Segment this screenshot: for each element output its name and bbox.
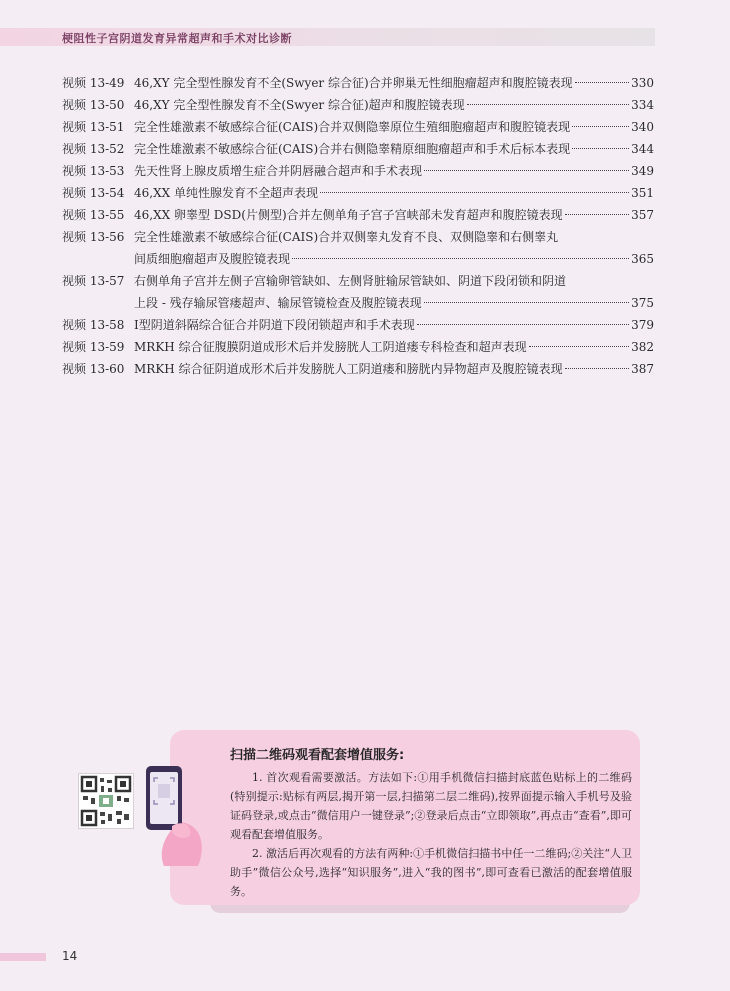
- entry-line: [134, 72, 654, 94]
- promo-paragraph-2: 2. 激活后再次观看的方法有两种:①手机微信扫描书中任一二维码;②关注“人卫助手”微信公众号,选择“知识服务”,进入“我的图书”,即可查看已激活的配套增值服务。: [230, 847, 632, 898]
- entry-line: [134, 358, 654, 380]
- page-ref: 340: [631, 120, 654, 134]
- page-ref: 375: [631, 296, 654, 310]
- entry-body: [134, 116, 654, 138]
- toc-entry[interactable]: [62, 116, 654, 138]
- dot-leader: [575, 82, 629, 83]
- video-number: 视频 13-59: [62, 340, 125, 354]
- page-ref: 344: [631, 142, 654, 156]
- entry-line: [134, 160, 654, 182]
- video-number: 视频 13-55: [62, 208, 125, 222]
- video-title: MRKH 综合征腹膜阴道成形术后并发膀胱人工阴道瘘专科检查和超声表现: [134, 340, 527, 354]
- entry-line: [134, 270, 654, 292]
- video-list: [62, 72, 654, 380]
- dot-leader: [417, 324, 629, 325]
- toc-entry[interactable]: [62, 72, 654, 94]
- entry-line: [134, 314, 654, 336]
- video-title: 46,XX 卵睾型 DSD(片侧型)合并左侧单角子宫子宫峡部未发育超声和腹腔镜表现: [134, 208, 563, 222]
- dot-leader: [565, 368, 630, 369]
- page-ref: 349: [631, 164, 654, 178]
- video-number: 视频 13-51: [62, 120, 125, 134]
- entry-line: [134, 94, 654, 116]
- video-title: 间质细胞瘤超声及腹腔镜表现: [134, 252, 291, 266]
- entry-line: [134, 116, 654, 138]
- page-number-bar: [0, 953, 46, 961]
- page-ref: 357: [631, 208, 654, 222]
- video-number: 视频 13-54: [62, 186, 125, 200]
- phone-scan-illustration: [140, 762, 210, 876]
- value-added-service-panel: [170, 730, 640, 905]
- toc-entry[interactable]: [62, 314, 654, 336]
- toc-entry[interactable]: [62, 138, 654, 160]
- qr-code[interactable]: [78, 773, 134, 829]
- video-number: 视频 13-50: [62, 98, 125, 112]
- entry-body: [134, 270, 654, 314]
- entry-line: [134, 182, 654, 204]
- entry-body: [134, 336, 654, 358]
- dot-leader: [529, 346, 630, 347]
- video-title: MRKH 综合征阴道成形术后并发膀胱人工阴道瘘和膀胱内异物超声及腹腔镜表现: [134, 362, 563, 376]
- video-number: 视频 13-52: [62, 142, 125, 156]
- entry-line: [134, 226, 654, 248]
- video-number: 视频 13-58: [62, 318, 125, 332]
- promo-title: 扫描二维码观看配套增值服务:: [230, 748, 405, 763]
- video-title: 46,XY 完全型性腺发育不全(Swyer 综合征)合并卵巢无性细胞瘤超声和腹腔镜表现: [134, 76, 573, 90]
- video-number: 视频 13-53: [62, 164, 125, 178]
- video-title: 46,XY 完全型性腺发育不全(Swyer 综合征)超声和腹腔镜表现: [134, 98, 465, 112]
- toc-entry[interactable]: [62, 182, 654, 204]
- video-number: 视频 13-56: [62, 230, 125, 244]
- video-title: 上段 - 残存输尿管瘘超声、输尿管镜检查及腹腔镜表现: [134, 296, 422, 310]
- toc-entry[interactable]: [62, 336, 654, 358]
- entry-line: [134, 138, 654, 160]
- entry-body: [134, 204, 654, 226]
- entry-body: [134, 182, 654, 204]
- page-ref: 379: [631, 318, 654, 332]
- page-ref: 351: [631, 186, 654, 200]
- dot-leader: [424, 302, 629, 303]
- entry-body: [134, 160, 654, 182]
- promo-instructions: [230, 768, 632, 901]
- dot-leader: [320, 192, 629, 193]
- entry-line: [134, 336, 654, 358]
- toc-entry[interactable]: [62, 94, 654, 116]
- dot-leader: [572, 148, 629, 149]
- dot-leader: [292, 258, 629, 259]
- video-title: 完全性雄激素不敏感综合征(CAIS)合并右侧隐睾精原细胞瘤超声和手术后标本表现: [134, 142, 571, 156]
- video-number: 视频 13-57: [62, 274, 125, 288]
- entry-line: [134, 204, 654, 226]
- entry-line: [134, 248, 654, 270]
- video-title: 完全性雄激素不敏感综合征(CAIS)合并双侧睾丸发育不良、双侧隐睾和右侧睾丸: [134, 230, 559, 244]
- video-title: Ⅰ型阴道斜隔综合征合并阴道下段闭锁超声和手术表现: [134, 318, 415, 332]
- entry-body: [134, 72, 654, 94]
- video-title: 右侧单角子宫并左侧子宫输卵管缺如、左侧肾脏输尿管缺如、阴道下段闭锁和阴道: [134, 274, 567, 288]
- page-ref: 365: [631, 252, 654, 266]
- entry-body: [134, 314, 654, 336]
- promo-paragraph-1: 1. 首次观看需要激活。方法如下:①用手机微信扫描封底蓝色贴标上的二维码(特别提示:贴标有两层,揭开第一层,扫描第二层二维码),按界面提示输入手机号及验证码登录,或点击“微信用户一键登录”;②登录后点击“立即领取”,再点击“查看”,即可观看配套增值服务。: [230, 771, 632, 841]
- dot-leader: [424, 170, 629, 171]
- toc-entry[interactable]: [62, 160, 654, 182]
- video-number: 视频 13-49: [62, 76, 125, 90]
- page-ref: 382: [631, 340, 654, 354]
- video-title: 完全性雄激素不敏感综合征(CAIS)合并双侧隐睾原位生殖细胞瘤超声和腹腔镜表现: [134, 120, 571, 134]
- dot-leader: [467, 104, 629, 105]
- page-number: 14: [62, 949, 78, 963]
- running-header-title: 梗阻性子宫阴道发育异常超声和手术对比诊断: [62, 32, 292, 45]
- entry-body: [134, 138, 654, 160]
- video-number: 视频 13-60: [62, 362, 125, 376]
- toc-entry[interactable]: [62, 204, 654, 226]
- page-ref: 387: [631, 362, 654, 376]
- entry-body: [134, 358, 654, 380]
- toc-entry[interactable]: [62, 270, 654, 314]
- dot-leader: [572, 126, 629, 127]
- page-ref: 330: [631, 76, 654, 90]
- dot-leader: [565, 214, 629, 215]
- video-title: 先天性肾上腺皮质增生症合并阴唇融合超声和手术表现: [134, 164, 423, 178]
- toc-entry[interactable]: [62, 226, 654, 270]
- entry-body: [134, 226, 654, 270]
- entry-body: [134, 94, 654, 116]
- video-title: 46,XX 单纯性腺发育不全超声表现: [134, 186, 318, 200]
- page-ref: 334: [631, 98, 654, 112]
- toc-entry[interactable]: [62, 358, 654, 380]
- entry-line: [134, 292, 654, 314]
